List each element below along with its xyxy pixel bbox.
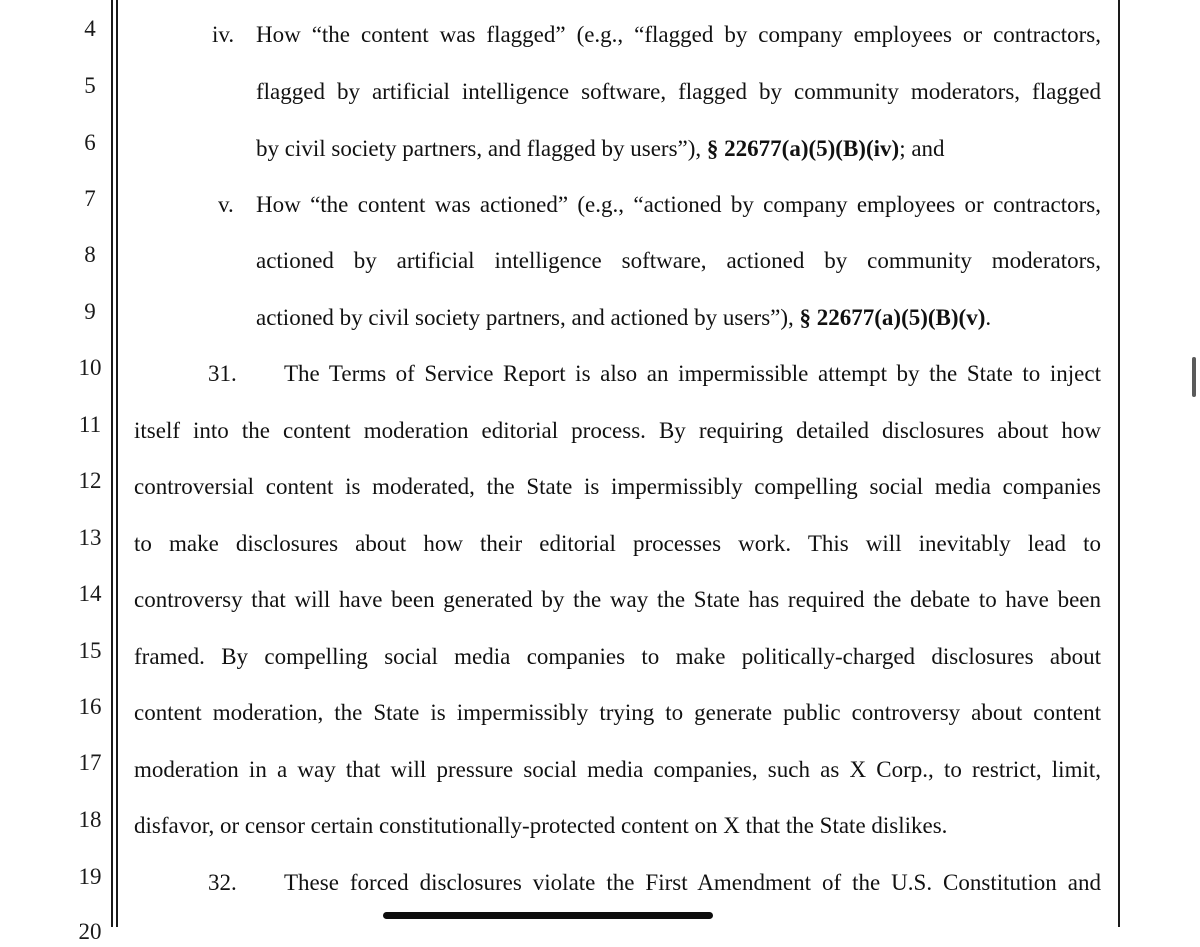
item-v-line-3 (256, 303, 991, 333)
item-iv-line-1: How “the content was flagged” (e.g., “flagged by company employees or contractors, (256, 22, 1101, 47)
line-number: 15 (78, 638, 102, 663)
item-iv-line-3-text: by civil society partners, and flagged by users”), (256, 136, 707, 161)
paragraph-31-line: itself into the content moderation editorial process. By requiring detailed disclosures about how (134, 418, 1101, 443)
paragraph-31-line: content moderation, the State is impermissibly trying to generate public controversy about content (134, 700, 1101, 725)
item-marker: v. (218, 192, 234, 217)
line-number: 11 (78, 412, 102, 437)
line-number: 13 (78, 525, 102, 550)
scroll-indicator[interactable] (1192, 357, 1196, 397)
line-number: 19 (78, 864, 102, 889)
line-number: 16 (78, 694, 102, 719)
item-v-line-1: How “the content was actioned” (e.g., “actioned by company employees or contractors, (256, 192, 1101, 217)
line-number: 10 (78, 355, 102, 380)
line-number: 14 (78, 581, 102, 606)
paragraph-31-line: disfavor, or censor certain constitutionally-protected content on X that the State dislikes. (134, 813, 948, 838)
item-iv-line-3 (256, 134, 945, 164)
paragraph-31-line: framed. By compelling social media companies to make politically-charged disclosures about (134, 644, 1101, 669)
paragraph-31-line-1: The Terms of Service Report is also an impermissible attempt by the State to inject (284, 361, 1101, 386)
line-number: 9 (84, 299, 96, 324)
item-v-line-2: actioned by artificial intelligence software, actioned by community moderators, (256, 248, 1101, 273)
paragraph-32-line-1: These forced disclosures violate the First Amendment of the U.S. Constitution and (284, 870, 1101, 895)
home-indicator[interactable] (383, 912, 713, 919)
item-iv-line-3-end: ; and (899, 136, 945, 161)
line-number-partial: 20 (78, 919, 102, 944)
paragraph-31-line: to make disclosures about how their editorial processes work. This will inevitably lead to (134, 531, 1101, 556)
item-v-line-3-end: . (985, 305, 992, 330)
line-number: 5 (84, 73, 96, 98)
line-number: 18 (78, 807, 102, 832)
paragraph-number: 31. (208, 361, 237, 386)
item-iv-line-2: flagged by artificial intelligence software, flagged by community moderators, flagged (256, 79, 1101, 104)
statute-citation: § 22677(a)(5)(B)(v) (799, 305, 986, 330)
line-number: 8 (84, 242, 96, 267)
margin-rule-right (1118, 0, 1120, 927)
paragraph-31-line: controversial content is moderated, the State is impermissibly compelling social media companies (134, 474, 1101, 499)
line-number: 6 (84, 130, 96, 155)
statute-citation: § 22677(a)(5)(B)(iv) (706, 136, 900, 161)
paragraph-31-line: controversy that will have been generated by the way the State has required the debate to have been (134, 587, 1101, 612)
paragraph-31-line: moderation in a way that will pressure social media companies, such as X Corp., to restrict, limit, (134, 757, 1101, 782)
line-number: 7 (84, 186, 96, 211)
line-number: 12 (78, 468, 102, 493)
line-number: 4 (84, 16, 96, 41)
paragraph-number: 32. (208, 870, 237, 895)
item-v-line-3-text: actioned by civil society partners, and actioned by users”), (256, 305, 800, 330)
line-number: 17 (78, 750, 102, 775)
item-marker: iv. (212, 22, 235, 47)
